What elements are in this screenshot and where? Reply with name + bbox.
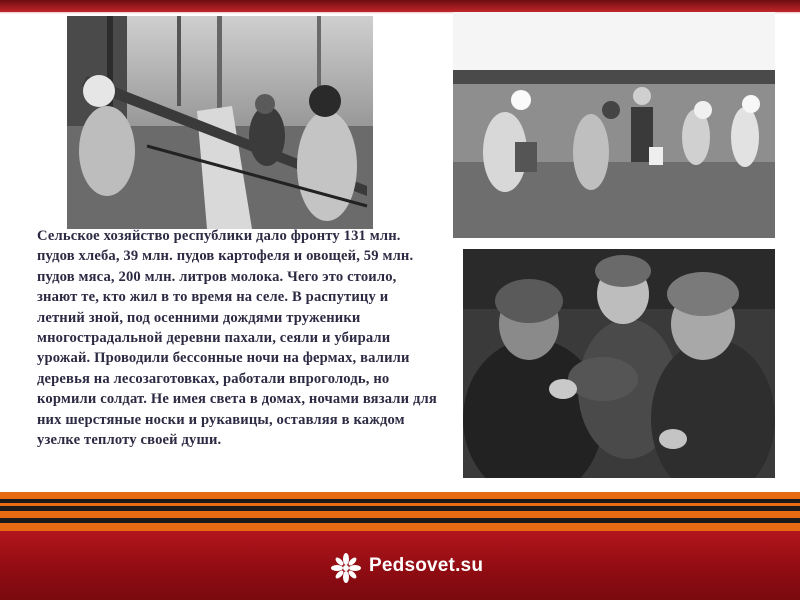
ribbon-stripe-orange-2 xyxy=(0,511,800,518)
ribbon-stripe-orange-3 xyxy=(0,523,800,531)
brand-link[interactable]: Pedsovet.su xyxy=(369,555,484,576)
photo-women-in-field xyxy=(453,12,775,238)
photo-women-sawing-logs xyxy=(67,16,373,229)
body-text: Сельское хозяйство республики дало фронту 131 млн. пудов хлеба, 39 млн. пудов картофеля и овощей, 59 млн. пудов мяса, 200 млн. литров молока. Чего это стоило, знают те, кто жил в то время на селе. В распутицу и летний зной, под осенними дождями труженики многострадальной деревни пахали, сеяли и убирали урожай. Проводили бессонные ночи на фермах, валили деревья на лесозаготовках, работали впроголодь, но кормили солдат. Не имея света в домах, ночами вязали для них шерстяные носки и рукавицы, оставляя в каждом узелке теплоту своей души. xyxy=(37,228,437,449)
ribbon-stripe-black-1 xyxy=(0,499,800,503)
snowflake-star-icon xyxy=(331,553,361,583)
photo-women-knitting xyxy=(463,249,775,478)
top-red-band xyxy=(0,0,800,12)
